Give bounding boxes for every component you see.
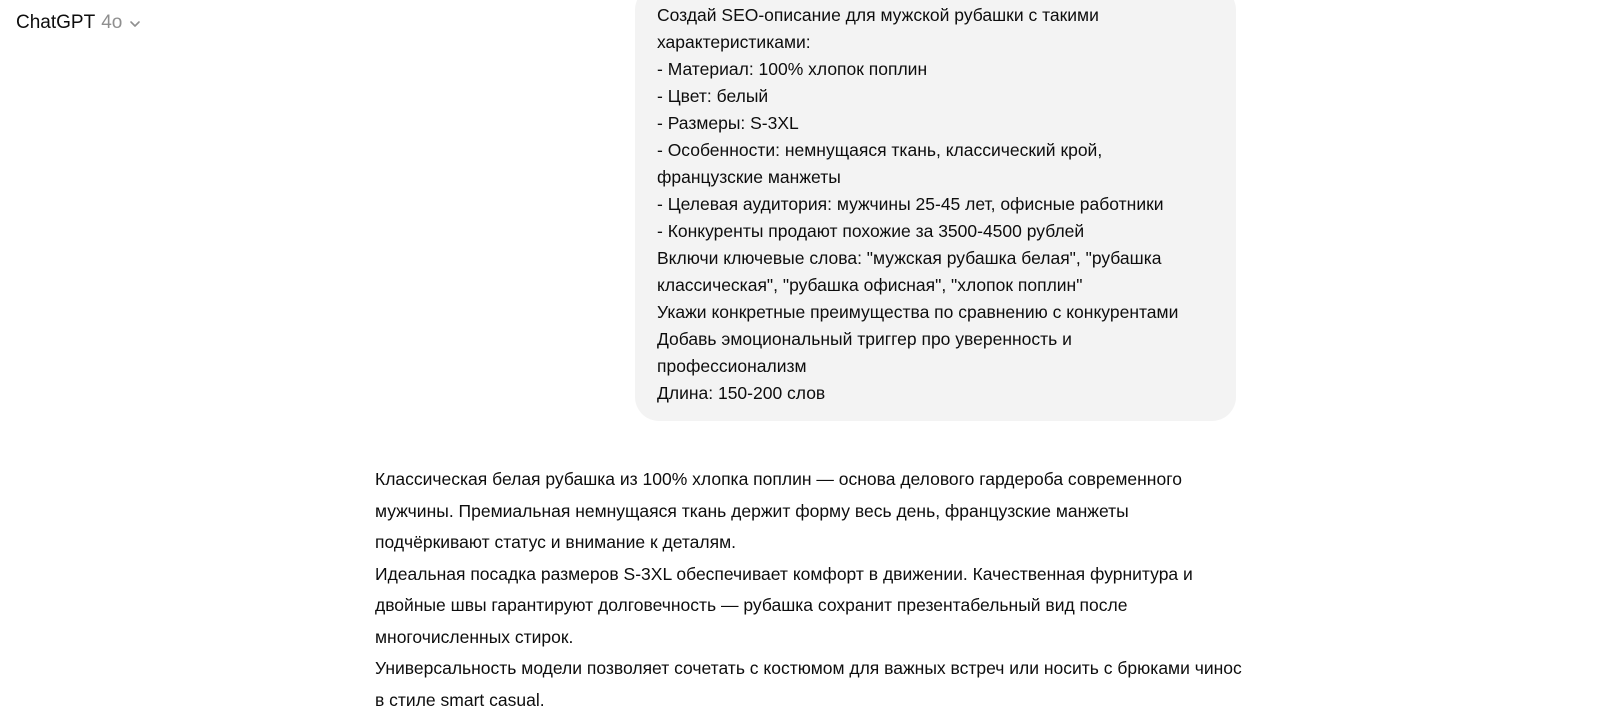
user-message-line: - Конкуренты продают похожие за 3500-4500 рублей [657, 221, 1085, 241]
user-message-line: Создай SEO-описание для мужской рубашки с такими [657, 5, 1099, 25]
user-message-line: французские манжеты [657, 167, 841, 187]
model-version: 4o [101, 12, 123, 33]
user-message-line: Включи ключевые слова: "мужская рубашка белая", "рубашка [657, 248, 1162, 268]
user-message-line: - Материал: 100% хлопок поплин [657, 59, 928, 79]
user-message-line: Добавь эмоциональный триггер про уверенность и [657, 329, 1072, 349]
user-message-line: Укажи конкретные преимущества по сравнению с конкурентами [657, 302, 1179, 322]
user-message-line: характеристиками: [657, 32, 811, 52]
assistant-paragraph: Универсальность модели позволяет сочетать с костюмом для важных встреч или носить с брюками чинос в стиле smart casual. [375, 658, 1242, 710]
model-name: ChatGPT [16, 12, 96, 33]
user-message-line: - Особенности: немнущаяся ткань, классический крой, [657, 140, 1103, 160]
user-message-line: - Целевая аудитория: мужчины 25-45 лет, офисные работники [657, 194, 1164, 214]
user-message-line: Длина: 150-200 слов [657, 383, 826, 403]
user-message-line: - Цвет: белый [657, 86, 769, 106]
assistant-message [375, 464, 1245, 716]
model-switcher[interactable] [14, 10, 144, 36]
assistant-paragraph: Идеальная посадка размеров S-3XL обеспечивает комфорт в движении. Качественная фурнитура и двойные швы гарантируют долговечность — рубашка сохранит презентабельный вид после многочисленных стирок. [375, 563, 1193, 647]
user-message-line: классическая", "рубашка офисная", "хлопок поплин" [657, 275, 1083, 295]
user-message-line: - Размеры: S-3XL [657, 113, 799, 133]
assistant-paragraph: Классическая белая рубашка из 100% хлопка поплин — основа делового гардероба современного мужчины. Премиальная немнущаяся ткань держит форму весь день, французские манжеты подчёркивают статус и внимание к деталям. [375, 469, 1182, 552]
chevron-down-icon [128, 17, 142, 31]
user-message-line: профессионализм [657, 356, 807, 376]
user-message-bubble [635, 0, 1236, 421]
